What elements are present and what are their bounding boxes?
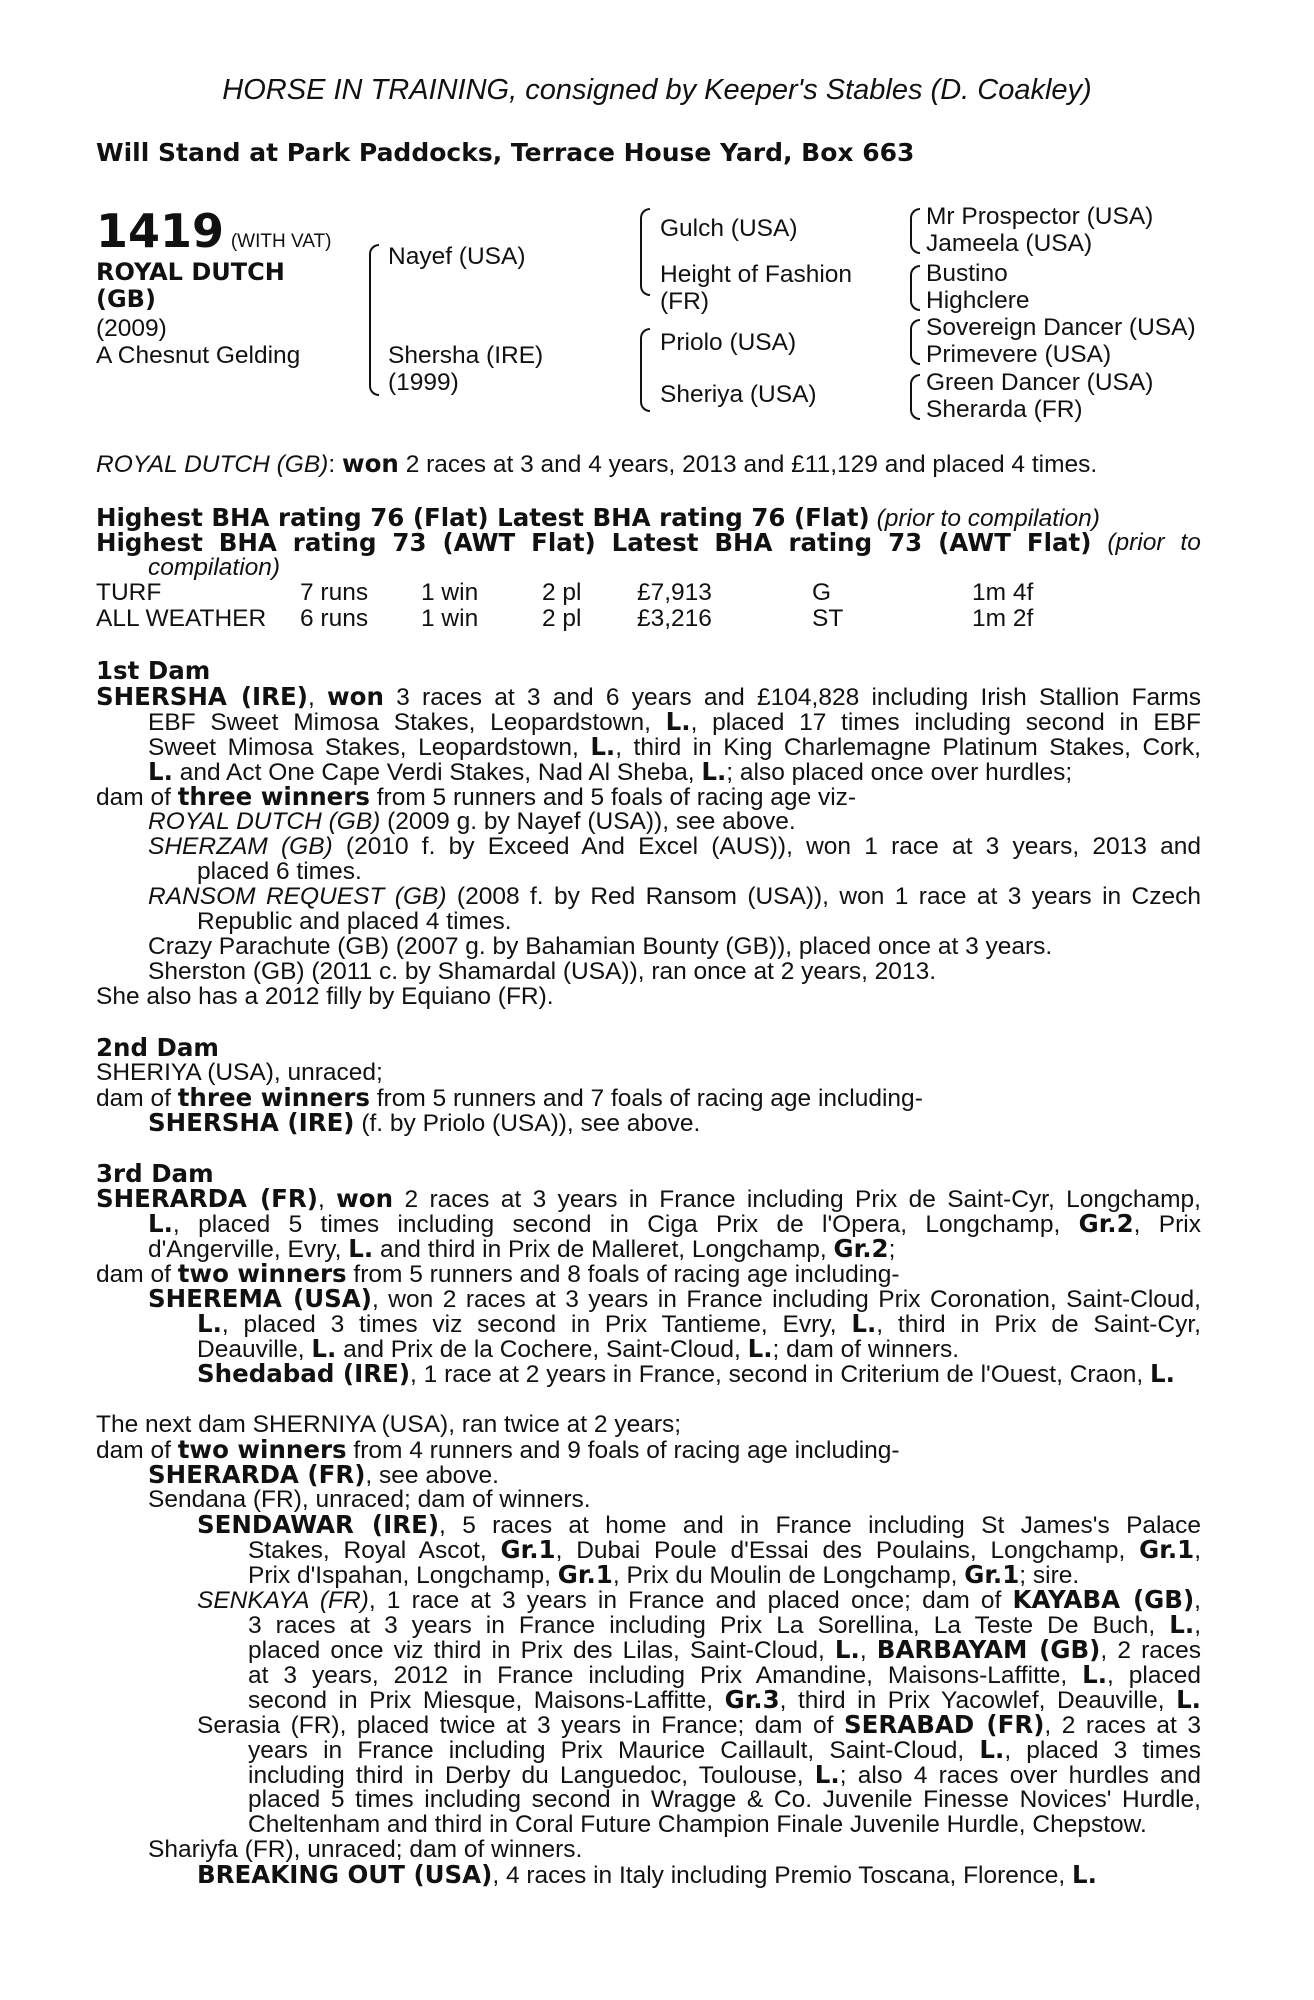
record-runs: 7 runs bbox=[300, 579, 369, 606]
pedigree-brace-g1 bbox=[910, 208, 920, 254]
record-going: ST bbox=[812, 605, 844, 632]
next-dam-line: including third in Derby du Languedoc, Toulouse, L.; also 4 races over hurdles and bbox=[248, 1760, 1201, 1789]
pedigree-block bbox=[0, 0, 1314, 440]
third-dam-line: Deauville, L. and Prix de la Cochere, Saint-Cloud, L.; dam of winners. bbox=[197, 1334, 960, 1363]
third-dam-line: SHEREMA (USA), won 2 races at 3 years in France including Prix Coronation, Saint-Cloud, bbox=[148, 1284, 1201, 1313]
pedigree-brace-dam bbox=[640, 328, 650, 412]
grandsire-4: Green Dancer (USA) bbox=[926, 369, 1154, 396]
third-dam-line: dam of two winners from 5 runners and 8 foals of racing age including- bbox=[96, 1259, 900, 1288]
record-wins: 1 win bbox=[421, 605, 479, 632]
pedigree-brace-sire bbox=[640, 208, 650, 296]
dam: Shersha (IRE) bbox=[388, 342, 544, 369]
horse-country: (GB) bbox=[96, 285, 156, 313]
next-dam-line: Shariyfa (FR), unraced; dam of winners. bbox=[148, 1836, 583, 1863]
first-dam-line: EBF Sweet Mimosa Stakes, Leopardstown, L., placed 17 times including second in EBF bbox=[148, 707, 1201, 736]
record-distance: 1m 4f bbox=[972, 579, 1034, 606]
second-dam-heading: 2nd Dam bbox=[96, 1033, 219, 1062]
third-dam-line: Shedabad (IRE), 1 race at 2 years in France, second in Criterium de l'Ouest, Craon, L. bbox=[197, 1359, 1175, 1388]
grandsire-3: Sovereign Dancer (USA) bbox=[926, 314, 1196, 341]
next-dam-line: years in France including Prix Maurice Caillault, Saint-Cloud, L., placed 3 times bbox=[248, 1735, 1201, 1764]
first-dam-line: Republic and placed 4 times. bbox=[197, 908, 512, 935]
next-dam-line: Cheltenham and third in Coral Future Champion Finale Juvenile Hurdle, Chepstow. bbox=[248, 1811, 1147, 1838]
record-runs: 6 runs bbox=[300, 605, 369, 632]
record-surface: TURF bbox=[96, 579, 162, 606]
next-dam-line: Stakes, Royal Ascot, Gr.1, Dubai Poule d'Essai des Poulains, Longchamp, Gr.1, bbox=[248, 1535, 1202, 1564]
pedigree-brace-main bbox=[369, 244, 379, 396]
next-dam-line: SENKAYA (FR), 1 race at 3 years in France and placed once; dam of KAYABA (GB), bbox=[197, 1585, 1201, 1614]
dam-sire: Priolo (USA) bbox=[660, 329, 797, 356]
granddam-1: Jameela (USA) bbox=[926, 230, 1093, 257]
sire-dam-line2: (FR) bbox=[660, 288, 709, 315]
lot-number: 1419 bbox=[96, 204, 225, 258]
race-record-table bbox=[0, 580, 1314, 636]
first-dam-line: ROYAL DUTCH (GB) (2009 g. by Nayef (USA)), see above. bbox=[148, 808, 796, 835]
second-dam-line: dam of three winners from 5 runners and 7 foals of racing age including- bbox=[96, 1083, 923, 1112]
record-wins: 1 win bbox=[421, 579, 479, 606]
pedigree-brace-g2 bbox=[910, 265, 920, 311]
sire-sire: Gulch (USA) bbox=[660, 215, 798, 242]
granddam-3: Primevere (USA) bbox=[926, 341, 1112, 368]
grandsire-2: Bustino bbox=[926, 260, 1008, 287]
sire: Nayef (USA) bbox=[388, 243, 526, 270]
next-dam-line: second in Prix Miesque, Maisons-Laffitte, Gr.3, third in Prix Yacowlef, Deauville, L. bbox=[248, 1685, 1201, 1714]
next-dam-line: 3 races at 3 years in France including Prix La Sorellina, La Teste De Buch, L., bbox=[248, 1610, 1201, 1639]
next-dam-line: Sendana (FR), unraced; dam of winners. bbox=[148, 1486, 591, 1513]
sire-dam-line1: Height of Fashion bbox=[660, 261, 853, 288]
next-dam-line: placed 5 times including second in Wragge & Co. Juvenile Finesse Novices' Hurdle, bbox=[248, 1786, 1201, 1813]
third-dam-line: d'Angerville, Evry, L. and third in Prix de Malleret, Longchamp, Gr.2; bbox=[148, 1234, 896, 1263]
record-distance: 1m 2f bbox=[972, 605, 1034, 632]
first-dam-line: SHERZAM (GB) (2010 f. by Exceed And Excel (AUS)), won 1 race at 3 years, 2013 and bbox=[148, 833, 1201, 860]
record-prize: £7,913 bbox=[637, 579, 712, 606]
third-dam-line: L., placed 5 times including second in Ciga Prix de l'Opera, Longchamp, Gr.2, Prix bbox=[148, 1209, 1201, 1238]
next-dam-line: Serasia (FR), placed twice at 3 years in France; dam of SERABAD (FR), 2 races at 3 bbox=[197, 1710, 1201, 1739]
next-dam-line: Prix d'Ispahan, Longchamp, Gr.1, Prix du Moulin de Longchamp, Gr.1; sire. bbox=[248, 1560, 1080, 1589]
third-dam-line: SHERARDA (FR), won 2 races at 3 years in France including Prix de Saint-Cyr, Longchamp, bbox=[96, 1184, 1201, 1213]
next-dam-line: BREAKING OUT (USA), 4 races in Italy including Premio Toscana, Florence, L. bbox=[197, 1860, 1097, 1889]
granddam-2: Highclere bbox=[926, 287, 1030, 314]
pedigree-brace-g4 bbox=[910, 374, 920, 420]
rating-flat: Highest BHA rating 76 (Flat) Latest BHA rating 76 (Flat) (prior to compilation) bbox=[96, 503, 1100, 532]
first-dam-line: She also has a 2012 filly by Equiano (FR). bbox=[96, 983, 554, 1010]
first-dam-line: L. and Act One Cape Verdi Stakes, Nad Al Sheba, L.; also placed once over hurdles; bbox=[148, 757, 1073, 786]
first-dam-line: SHERSHA (IRE), won 3 races at 3 and 6 years and £104,828 including Irish Stallion Farms bbox=[96, 682, 1201, 711]
next-dam-line: SHERARDA (FR), see above. bbox=[148, 1460, 499, 1489]
foaling-year: (2009) bbox=[96, 315, 167, 342]
record-placed: 2 pl bbox=[542, 579, 582, 606]
first-dam-line: Sweet Mimosa Stakes, Leopardstown, L., third in King Charlemagne Platinum Stakes, Cork, bbox=[148, 732, 1201, 761]
lot-number-line bbox=[96, 204, 332, 258]
next-dam-line: The next dam SHERNIYA (USA), ran twice at 2 years; bbox=[96, 1411, 682, 1438]
horse-name: ROYAL DUTCH bbox=[96, 258, 285, 286]
first-dam-line: Sherston (GB) (2011 c. by Shamardal (USA)), ran once at 2 years, 2013. bbox=[148, 958, 936, 985]
granddam-4: Sherarda (FR) bbox=[926, 396, 1083, 423]
consignment-heading: HORSE IN TRAINING, consigned by Keeper's Stables (D. Coakley) bbox=[222, 74, 1092, 106]
third-dam-line: L., placed 3 times viz second in Prix Tantieme, Evry, L., third in Prix de Saint-Cyr, bbox=[197, 1309, 1201, 1338]
pedigree-brace-g3 bbox=[910, 319, 920, 365]
second-dam-line: SHERSHA (IRE) (f. by Priolo (USA)), see above. bbox=[148, 1108, 701, 1137]
race-summary: ROYAL DUTCH (GB): won 2 races at 3 and 4 years, 2013 and £11,129 and placed 4 times. bbox=[96, 449, 1098, 478]
record-going: G bbox=[812, 579, 832, 606]
record-prize: £3,216 bbox=[637, 605, 712, 632]
first-dam-line: Crazy Parachute (GB) (2007 g. by Bahamian Bounty (GB)), placed once at 3 years. bbox=[148, 933, 1053, 960]
third-dam-heading: 3rd Dam bbox=[96, 1159, 214, 1188]
first-dam-line: RANSOM REQUEST (GB) (2008 f. by Red Ransom (USA)), won 1 race at 3 years in Czech bbox=[148, 883, 1201, 910]
record-placed: 2 pl bbox=[542, 605, 582, 632]
dam-dam: Sheriya (USA) bbox=[660, 381, 817, 408]
next-dam-line: at 3 years, 2012 in France including Prix Amandine, Maisons-Laffitte, L., placed bbox=[248, 1660, 1201, 1689]
dam-year: (1999) bbox=[388, 369, 459, 396]
next-dam-line: dam of two winners from 4 runners and 9 foals of racing age including- bbox=[96, 1435, 900, 1464]
horse-description: A Chesnut Gelding bbox=[96, 342, 301, 369]
stand-location: Will Stand at Park Paddocks, Terrace House Yard, Box 663 bbox=[96, 138, 915, 167]
next-dam-line: placed once viz third in Prix des Lilas, Saint-Cloud, L., BARBAYAM (GB), 2 races bbox=[248, 1635, 1201, 1664]
first-dam-heading: 1st Dam bbox=[96, 656, 211, 685]
record-surface: ALL WEATHER bbox=[96, 605, 267, 632]
first-dam-line: dam of three winners from 5 runners and 5 foals of racing age viz- bbox=[96, 782, 857, 811]
rating-awt-note: compilation) bbox=[148, 554, 281, 581]
rating-awt: Highest BHA rating 73 (AWT Flat) Latest BHA rating 73 (AWT Flat) (prior to bbox=[96, 528, 1201, 557]
second-dam-line: SHERIYA (USA), unraced; bbox=[96, 1059, 383, 1086]
next-dam-line: SENDAWAR (IRE), 5 races at home and in France including St James's Palace bbox=[197, 1510, 1201, 1539]
first-dam-line: placed 6 times. bbox=[197, 858, 362, 885]
grandsire-1: Mr Prospector (USA) bbox=[926, 203, 1154, 230]
vat-note: (WITH VAT) bbox=[230, 231, 332, 252]
